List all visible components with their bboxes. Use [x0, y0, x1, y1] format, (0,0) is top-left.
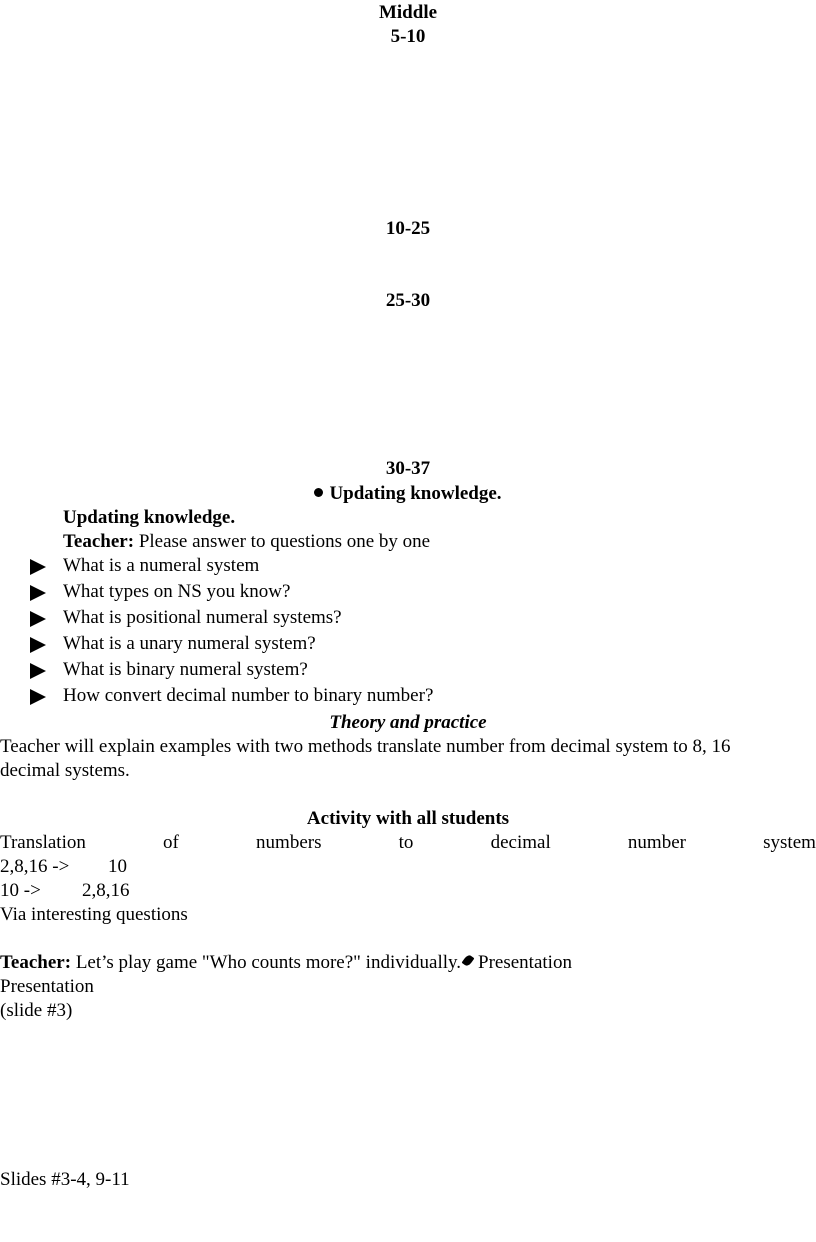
- theory-practice-heading: Theory and practice: [329, 712, 487, 733]
- theory-text-line-1: Teacher will explain examples with two methods translate number from decimal system to 8, 16: [0, 736, 731, 757]
- question-text: What is a numeral system: [63, 555, 260, 576]
- bullet-heading-text: Updating knowledge.: [329, 483, 502, 504]
- teacher-game-line: [0, 951, 572, 975]
- conversion-b-right: 2,8,16: [82, 880, 130, 901]
- triangle-bullet-icon: [30, 559, 46, 575]
- question-text: What types on NS you know?: [63, 581, 291, 602]
- resource-slide-ref: (slide #3): [0, 1000, 73, 1021]
- translation-word: decimal: [490, 832, 551, 853]
- slides-reference: Slides #3-4, 9-11: [0, 1169, 130, 1190]
- translation-line: [0, 831, 816, 855]
- theory-text-line-2: decimal systems.: [0, 760, 130, 781]
- teacher-instruction-text: Please answer to questions one by one: [134, 531, 431, 552]
- triangle-bullet-icon: [30, 611, 46, 627]
- via-questions-text: Via interesting questions: [0, 904, 188, 925]
- question-text: How convert decimal number to binary number?: [63, 685, 434, 706]
- translation-word: system: [763, 832, 816, 853]
- leaf-bullet-icon: [462, 954, 475, 968]
- translation-word: to: [398, 832, 414, 853]
- triangle-bullet-icon: [30, 637, 46, 653]
- translation-word: Translation: [0, 832, 86, 853]
- time-range-25-30: 25-30: [385, 290, 431, 311]
- translation-word: number: [627, 832, 686, 853]
- teacher-label: Teacher:: [63, 531, 135, 552]
- conversion-a-left: 2,8,16 ->: [0, 856, 70, 877]
- question-text: What is a unary numeral system?: [63, 633, 316, 654]
- inline-resource-text: Presentation: [478, 952, 572, 973]
- updating-knowledge-heading: Updating knowledge.: [63, 507, 236, 528]
- time-range-10-25: 10-25: [385, 218, 431, 239]
- time-range-30-37: 30-37: [385, 458, 431, 479]
- triangle-bullet-icon: [30, 585, 46, 601]
- triangle-bullet-icon: [30, 663, 46, 679]
- activity-heading: Activity with all students: [306, 808, 510, 829]
- conversion-a-right: 10: [108, 856, 127, 877]
- question-text: What is positional numeral systems?: [63, 607, 342, 628]
- conversion-b-left: 10 ->: [0, 880, 41, 901]
- teacher-instruction: [63, 530, 430, 554]
- section-title: Middle: [378, 2, 438, 23]
- time-range-5-10: 5-10: [390, 26, 426, 47]
- triangle-bullet-icon: [30, 689, 46, 705]
- updating-knowledge-bullet-heading: [0, 482, 816, 506]
- teacher-game-text: Let’s play game "Who counts more?" individually.: [71, 952, 462, 973]
- translation-word: of: [163, 832, 179, 853]
- question-text: What is binary numeral system?: [63, 659, 308, 680]
- resource-presentation: Presentation: [0, 976, 94, 997]
- teacher-label: Teacher:: [0, 952, 72, 973]
- translation-word: numbers: [256, 832, 322, 853]
- bullet-dot-icon: [314, 488, 323, 497]
